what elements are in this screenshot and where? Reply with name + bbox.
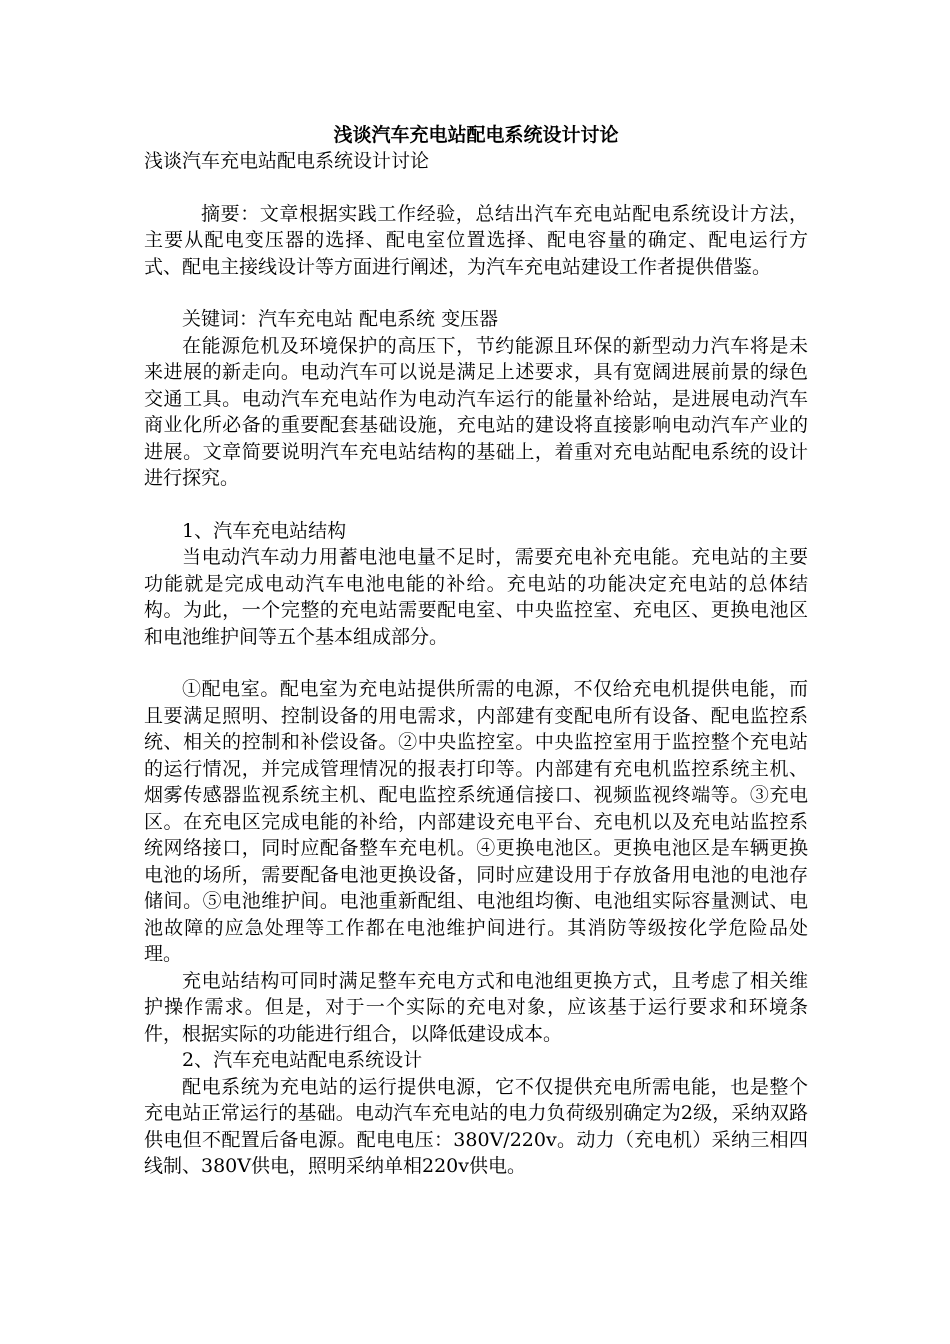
- document-title: 浅谈汽车充电站配电系统设计讨论: [333, 124, 619, 146]
- section1-paragraph-1: 当电动汽车动力用蓄电池电量不足时，需要充电补充电能。充电站的主要功能就是完成电动汽车电池电能的补给。充电站的功能决定充电站的总体结构。为此，一个完整的充电站需要配电室、中央监控室、充电区、更换电池区和电池维护间等五个基本组成部分。: [144, 546, 808, 648]
- spacer: [144, 175, 808, 201]
- intro-paragraph: 在能源危机及环境保护的高压下，节约能源且环保的新型动力汽车将是未来进展的新走向。电动汽车可以说是满足上述要求，具有宽阔进展前景的绿色交通工具。电动汽车充电站作为电动汽车运行的能量补给站，是进展电动汽车商业化所必备的重要配套基础设施，充电站的建设将直接影响电动汽车产业的进展。文章简要说明汽车充电站结构的基础上，着重对充电站配电系统的设计进行探究。: [144, 334, 808, 489]
- section1-heading: 1、汽车充电站结构: [182, 519, 347, 542]
- spacer: [144, 280, 808, 306]
- document-page: [144, 122, 808, 1180]
- section1-paragraph-2: ①配电室。配电室为充电站提供所需的电源，不仅给充电机提供电能，而且要满足照明、控制设备的用电需求，内部建有变配电所有设备、配电监控系统、相关的控制和补偿设备。②中央监控室。中央监控室用于监控整个充电站的运行情况，并完成管理情况的报表打印等。内部建有充电机监控系统主机、烟雾传感器监视系统主机、配电监控系统通信接口、视频监视终端等。③充电区。在充电区完成电能的补给，内部建设充电平台、充电机以及充电站监控系统网络接口，同时应配备整车充电机。④更换电池区。更换电池区是车辆更换电池的场所，需要配备电池更换设备，同时应建设用于存放备用电池的电池存储间。⑤电池维护间。电池重新配组、电池组均衡、电池组实际容量测试、电池故障的应急处理等工作都在电池维护间进行。其消防等级按化学危险品处理。: [144, 678, 808, 965]
- spacer: [144, 650, 808, 676]
- section2-heading: 2、汽车充电站配电系统设计: [182, 1049, 423, 1071]
- spacer: [144, 492, 808, 518]
- keywords-line: 关键词：汽车充电站 配电系统 变压器: [182, 308, 499, 330]
- section1-paragraph-3: 充电站结构可同时满足整车充电方式和电池组更换方式，且考虑了相关维护操作需求。但是，对于一个实际的充电对象，应该基于运行要求和环境条件，根据实际的功能进行组合，以降低建设成本。: [144, 969, 808, 1045]
- abstract-paragraph: 摘要：文章根据实践工作经验，总结出汽车充电站配电系统设计方法，主要从配电变压器的选择、配电室位置选择、配电容量的确定、配电运行方式、配电主接线设计等方面进行阐述，为汽车充电站建设工作者提供借鉴。: [144, 202, 808, 278]
- document-subtitle: 浅谈汽车充电站配电系统设计讨论: [144, 150, 430, 172]
- section2-paragraph-1: 配电系统为充电站的运行提供电源，它不仅提供充电所需电能，也是整个充电站正常运行的基础。电动汽车充电站的电力负荷级别确定为2级，采纳双路供电但不配置后备电源。配电电压：380V/220v。动力（充电机）采纳三相四线制、380V供电，照明采纳单相220v供电。: [144, 1075, 808, 1177]
